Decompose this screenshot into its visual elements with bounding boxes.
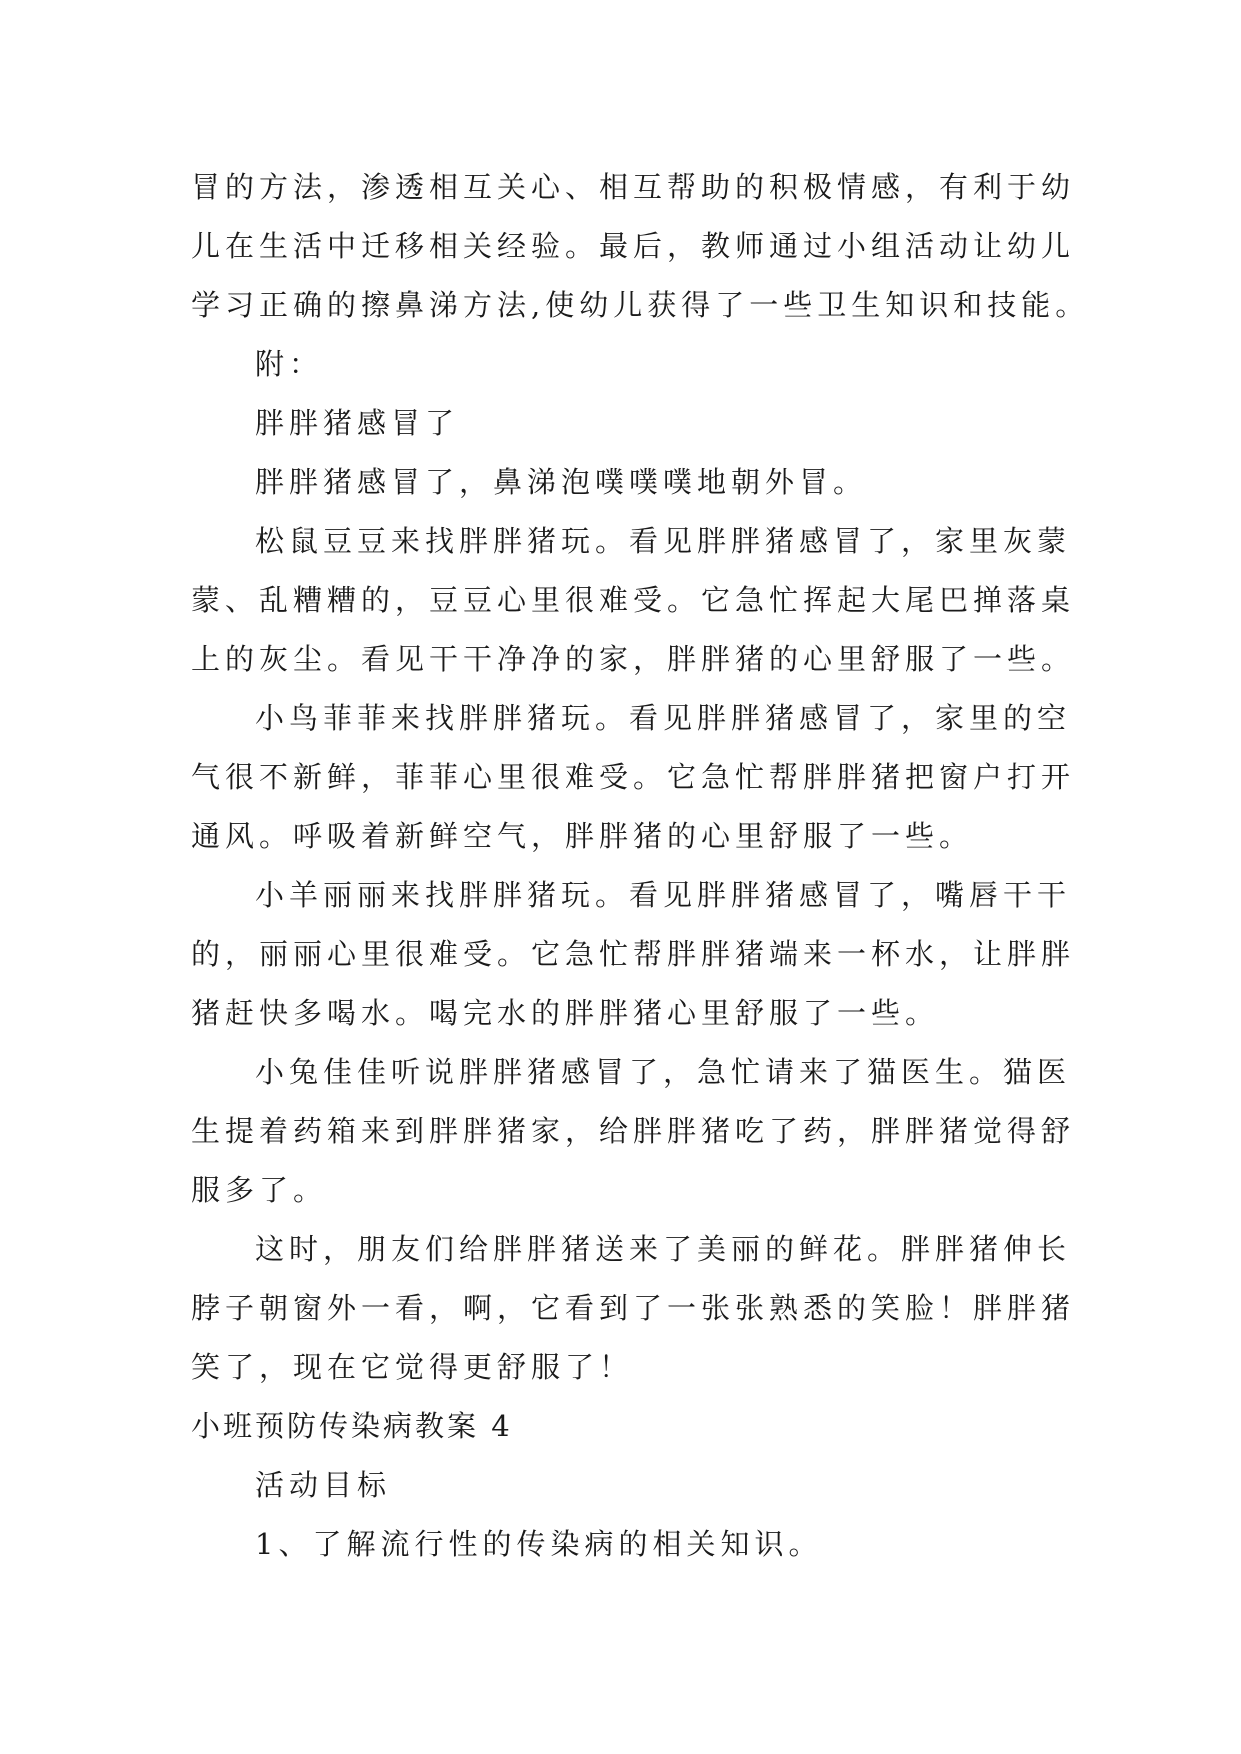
- paragraph-line: 上的灰尘。看见干干净净的家，胖胖猪的心里舒服了一些。: [191, 642, 1076, 676]
- paragraph-line: 生提着药箱来到胖胖猪家，给胖胖猪吃了药，胖胖猪觉得舒: [191, 1114, 1076, 1148]
- paragraph-line: 这时，朋友们给胖胖猪送来了美丽的鲜花。胖胖猪伸长: [255, 1232, 1072, 1266]
- paragraph-line: 松鼠豆豆来找胖胖猪玩。看见胖胖猪感冒了，家里灰蒙: [255, 524, 1072, 558]
- list-item: 1、了解流行性的传染病的相关知识。: [255, 1527, 823, 1561]
- paragraph-line: 蒙、乱糟糟的，豆豆心里很难受。它急忙挥起大尾巴掸落桌: [191, 583, 1076, 617]
- paragraph-line: 服多了。: [191, 1173, 328, 1207]
- paragraph-line: 脖子朝窗外一看，啊，它看到了一张张熟悉的笑脸！胖胖猪: [191, 1291, 1076, 1325]
- paragraph-line: 通风。呼吸着新鲜空气，胖胖猪的心里舒服了一些。: [191, 819, 974, 853]
- subsection-heading: 活动目标: [255, 1468, 392, 1502]
- paragraph-line: 小兔佳佳听说胖胖猪感冒了，急忙请来了猫医生。猫医: [255, 1055, 1072, 1089]
- paragraph-line: 小鸟菲菲来找胖胖猪玩。看见胖胖猪感冒了，家里的空: [255, 701, 1072, 735]
- paragraph-line: 冒的方法，渗透相互关心、相互帮助的积极情感，有利于幼: [191, 170, 1076, 204]
- story-title: 胖胖猪感冒了: [255, 406, 460, 440]
- paragraph-line: 的，丽丽心里很难受。它急忙帮胖胖猪端来一杯水，让胖胖: [191, 937, 1076, 971]
- paragraph-line: 学习正确的擦鼻涕方法,使幼儿获得了一些卫生知识和技能。: [191, 288, 1090, 322]
- paragraph-line: 猪赶快多喝水。喝完水的胖胖猪心里舒服了一些。: [191, 996, 940, 1030]
- paragraph-line: 笑了，现在它觉得更舒服了！: [191, 1350, 634, 1384]
- paragraph-line: 胖胖猪感冒了，鼻涕泡噗噗噗地朝外冒。: [255, 465, 868, 499]
- paragraph-line: 儿在生活中迁移相关经验。最后，教师通过小组活动让幼儿: [191, 229, 1076, 263]
- paragraph-line: 气很不新鲜，菲菲心里很难受。它急忙帮胖胖猪把窗户打开: [191, 760, 1076, 794]
- paragraph-line: 小羊丽丽来找胖胖猪玩。看见胖胖猪感冒了，嘴唇干干: [255, 878, 1072, 912]
- section-heading: 小班预防传染病教案 4: [191, 1409, 513, 1443]
- appendix-label: 附：: [255, 347, 324, 381]
